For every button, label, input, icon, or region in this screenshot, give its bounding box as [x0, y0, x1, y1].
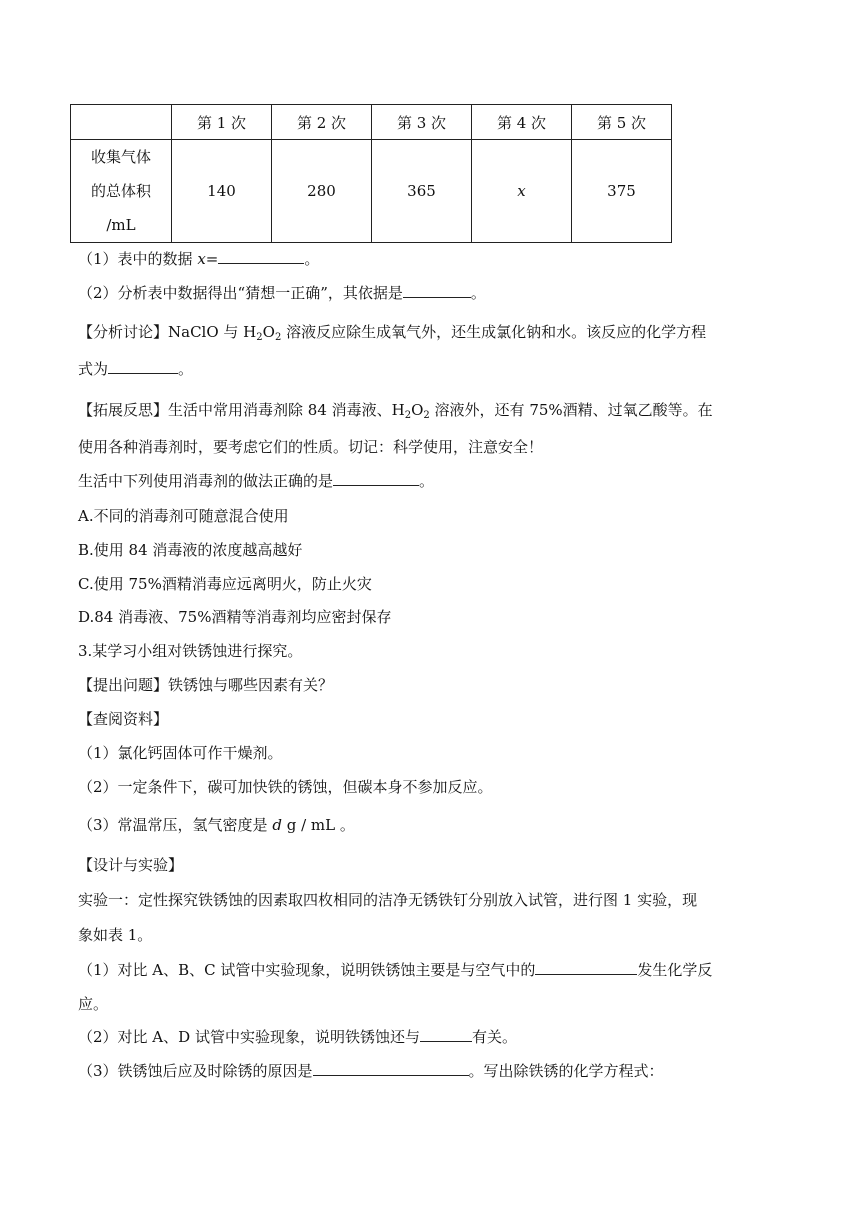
text: （2）分析表中数据得出“猜想一正确”，其依据是: [78, 284, 403, 302]
answer-blank: [108, 359, 178, 374]
reference-item-2: （2）一定条件下，碳可加快铁的锈蚀，但碳本身不参加反应。: [78, 778, 493, 796]
reflect-line-3: [78, 470, 788, 492]
option-d: D.84 消毒液、75%酒精等消毒剂均应密封保存: [78, 608, 392, 626]
text: 。: [178, 360, 194, 378]
text: 。: [419, 472, 435, 490]
variable-text: x: [197, 250, 206, 268]
reflect-line-1: [78, 399, 788, 427]
table-cell: 280: [272, 140, 372, 243]
reference-item-1: （1）氯化钙固体可作干燥剂。: [78, 744, 283, 762]
text: =: [205, 250, 219, 268]
text: 。: [470, 284, 486, 302]
experiment-q3: [78, 1060, 788, 1082]
option-a: A.不同的消毒剂可随意混合使用: [78, 507, 289, 525]
text: O: [262, 323, 275, 341]
text: O: [411, 401, 424, 419]
answer-blank: [420, 1027, 472, 1042]
experiment-q1-line-2: 应。: [78, 995, 109, 1013]
experiment-q1-line-1: [78, 959, 788, 981]
table-header-cell: 第 2 次: [272, 105, 372, 140]
text: 生活中下列使用消毒剂的做法正确的是: [78, 472, 334, 490]
text: 【拓展反思】生活中常用消毒剂除 84 消毒液、H: [78, 401, 405, 419]
text: 【分析讨论】NaClO 与 H: [78, 323, 257, 341]
text: 。: [304, 250, 320, 268]
subscript: 2: [256, 332, 263, 343]
table-row: [71, 140, 672, 243]
row-label-line: 的总体积: [90, 182, 151, 200]
experiment-line-2: 象如表 1。: [78, 926, 153, 944]
text: 有关。: [471, 1028, 517, 1046]
table-cell: 140: [172, 140, 272, 243]
analysis-line-2: [78, 358, 788, 380]
answer-blank: [535, 960, 637, 975]
text: g / mL 。: [281, 816, 355, 834]
answer-blank: [218, 249, 304, 264]
option-b: B.使用 84 消毒液的浓度越高越好: [78, 541, 303, 559]
answer-blank: [333, 471, 419, 486]
table-cell: x: [472, 140, 572, 243]
table-header-cell: 第 3 次: [372, 105, 472, 140]
reference-item-3: [78, 814, 788, 836]
table-header-cell: 第 1 次: [172, 105, 272, 140]
experiment-q2: [78, 1026, 788, 1048]
variable-text: d: [272, 816, 282, 834]
question-line-2: [78, 282, 788, 304]
question-3-title: 3.某学习小组对铁锈蚀进行探究。: [78, 642, 303, 660]
option-c: C.使用 75%酒精消毒应远离明火，防止火灾: [78, 575, 372, 593]
experiment-line-1: 实验一：定性探究铁锈蚀的因素取四枚相同的洁净无锈铁钉分别放入试管，进行图 1 实验，现: [78, 891, 698, 909]
row-label-line: 收集气体: [90, 148, 151, 166]
reference-heading: 【查阅资料】: [78, 710, 169, 728]
text: （1）对比 A、B、C 试管中实验现象，说明铁锈蚀主要是与空气中的: [78, 961, 536, 979]
problem-line: 【提出问题】铁锈蚀与哪些因素有关？: [78, 676, 334, 694]
question-line-1: [78, 248, 788, 270]
reflect-line-2: 使用各种消毒剂时，要考虑它们的性质。切记：科学使用，注意安全！: [78, 438, 544, 456]
table-header-cell: 第 4 次: [472, 105, 572, 140]
text: （1）表中的数据: [78, 250, 198, 268]
table-cell: 365: [372, 140, 472, 243]
answer-blank: [313, 1061, 469, 1076]
table-header-cell: [71, 105, 172, 140]
text: （3）铁锈蚀后应及时除锈的原因是: [78, 1062, 313, 1080]
text: （3）常温常压，氢气密度是: [78, 816, 273, 834]
text: 溶液反应除生成氧气外，还生成氯化钠和水。该反应的化学方程: [281, 323, 707, 341]
text: 式为: [78, 360, 109, 378]
text: 。写出除铁锈的化学方程式：: [468, 1062, 664, 1080]
gas-volume-table: [70, 104, 672, 243]
text: 发生化学反: [637, 961, 713, 979]
table-cell: 375: [572, 140, 672, 243]
table-header-row: [71, 105, 672, 140]
table-header-cell: 第 5 次: [572, 105, 672, 140]
table-row-label: [71, 140, 172, 243]
design-heading: 【设计与实验】: [78, 856, 184, 874]
row-label-line: /mL: [106, 216, 136, 234]
subscript: 2: [274, 332, 282, 343]
analysis-line-1: [78, 321, 788, 349]
answer-blank: [403, 283, 471, 298]
subscript: 2: [423, 410, 430, 421]
text: （2）对比 A、D 试管中实验现象，说明铁锈蚀还与: [78, 1028, 420, 1046]
subscript: 2: [404, 410, 412, 421]
text: 溶液外，还有 75%酒精、过氧乙酸等。在: [429, 401, 713, 419]
